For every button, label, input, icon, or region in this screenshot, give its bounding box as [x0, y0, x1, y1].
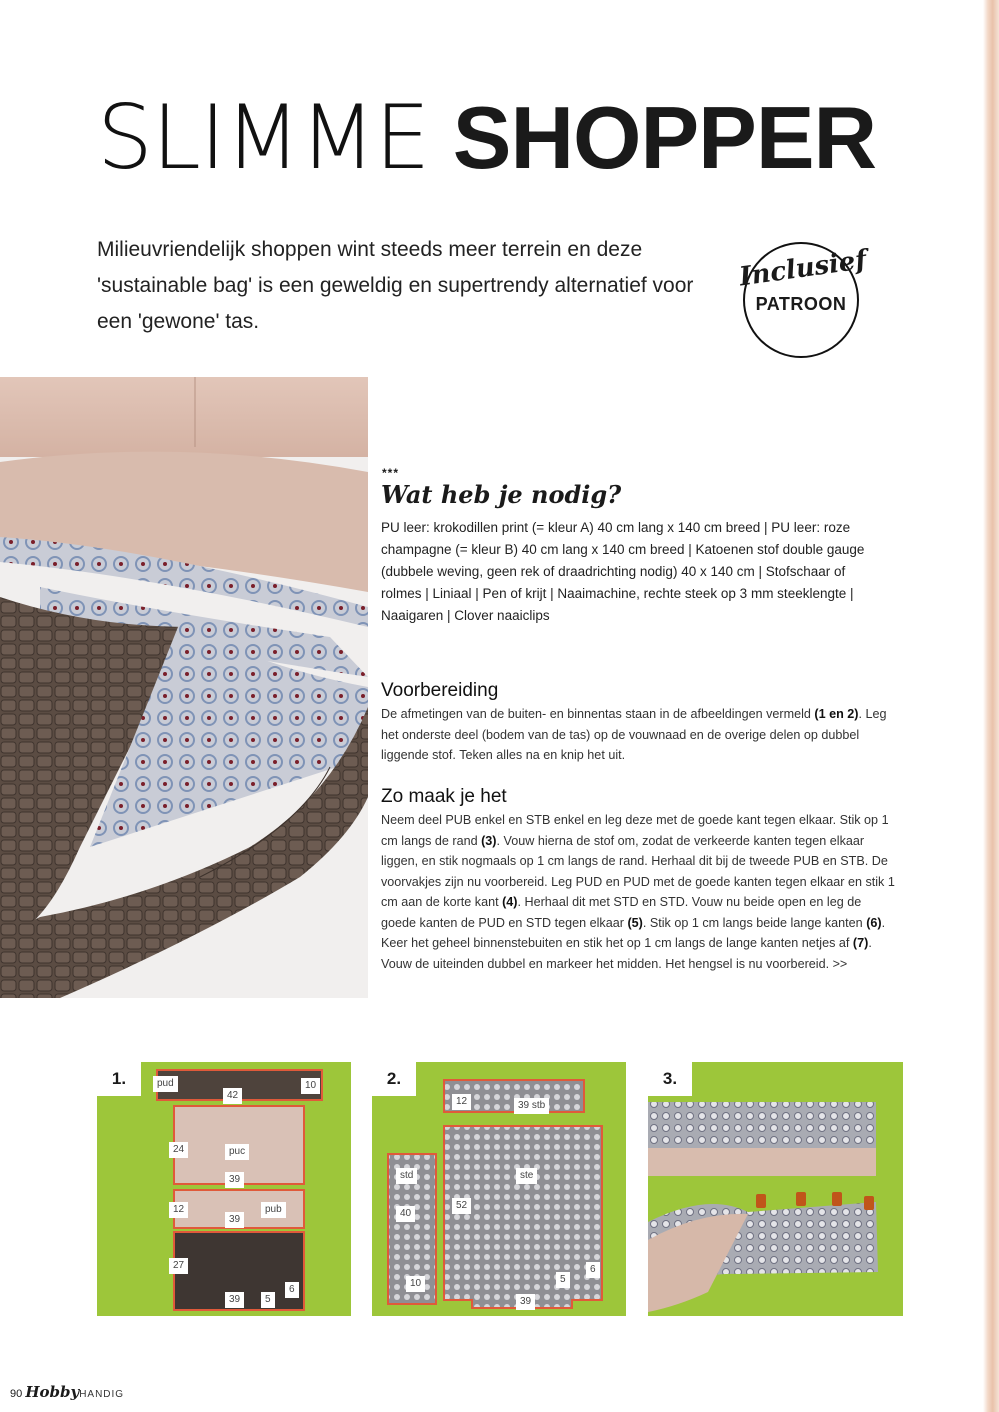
fig1-label: 42: [223, 1088, 242, 1104]
fig1-label: 5: [261, 1292, 275, 1308]
fig1-label: 12: [169, 1202, 188, 1218]
figure-1: [97, 1062, 351, 1316]
needed-text: PU leer: krokodillen print (= kleur A) 40 cm lang x 140 cm breed | PU leer: roze champagne (= kleur B) 40 cm lang x 140 cm breed | Katoenen stof double gauge (dubbele weving, geen rek of draadrichting nodig) 40 x 140 cm | Stofschaar of rolmes | Liniaal | Pen of krijt | Naaimachine, rechte steek op 3 mm steeklengte | Naaigaren | Clover naaiclips: [381, 520, 865, 623]
fig1-label: 39: [225, 1292, 244, 1308]
prep-heading: Voorbereiding: [381, 680, 499, 701]
ref-3: (3): [481, 833, 497, 848]
fig2-label: 52: [452, 1198, 471, 1214]
ref-7: (7): [852, 936, 869, 950]
fig2-label: 39: [516, 1294, 535, 1310]
badge-label: PATROON: [755, 294, 847, 314]
fig1-label: 39: [225, 1212, 244, 1228]
fig2-label: 39 stb: [514, 1098, 549, 1114]
intro-text: Milieuvriendelijk shoppen wint steeds meer terrein en deze 'sustainable bag' is een geweldig en supertrendy alternatief voor een 'gewone' tas.: [97, 238, 694, 333]
fig1-label: 10: [301, 1078, 320, 1094]
badge-script: Inclusief: [737, 244, 869, 293]
figure-3-art: [648, 1062, 903, 1316]
make-s6: . Vouw de uiteinden dubbel en markeer het midden. Het hengsel is nu voorbereid. >>: [381, 936, 872, 971]
fig1-label: 27: [169, 1258, 188, 1274]
page-edge: [983, 0, 999, 1412]
page-title: [97, 88, 876, 188]
make-s1: Neem deel PUB enkel en STB enkel en leg deze met de goede kant tegen elkaar. Stik op 1 cm langs de rand: [381, 813, 889, 848]
make-s5: . Keer het geheel binnenstebuiten en stik het op 1 cm langs de lange kanten netjes af: [381, 915, 886, 950]
make-text: [381, 810, 899, 974]
figure-2: [372, 1062, 626, 1316]
make-s4: . Stik op 1 cm langs beide lange kanten: [642, 915, 867, 930]
fig2-label: 10: [406, 1276, 425, 1292]
needed-heading: Wat heb je nodig?: [381, 480, 622, 509]
ref-6: (6): [866, 915, 882, 930]
fig1-label: 39: [225, 1172, 244, 1188]
figure-2-number: 2.: [372, 1062, 416, 1096]
page-footer: [10, 1383, 124, 1401]
difficulty-stars: ***: [382, 466, 400, 480]
prep-ref: (1 en 2): [814, 707, 859, 721]
fig2-label: 40: [396, 1206, 415, 1222]
ref-5: (5): [627, 915, 643, 930]
fig2-label: std: [396, 1168, 417, 1184]
fig1-label: pud: [153, 1076, 178, 1092]
brand-logo: Hobby: [25, 1383, 80, 1401]
fig1-label: pub: [261, 1202, 286, 1218]
make-s3: . Herhaal dit met STD en STD. Vouw nu beide open en leg de goede kanten de PUD en STD tegen elkaar: [381, 895, 862, 930]
fig2-label: 6: [586, 1262, 600, 1278]
bag-illustration: [0, 377, 368, 998]
title-bold: SHOPPER: [452, 88, 877, 187]
title-light: SLIMME: [97, 86, 430, 189]
pattern-badge: [737, 242, 869, 358]
fig2-label: ste: [516, 1168, 537, 1184]
fig2-label: 5: [556, 1272, 570, 1288]
prep-text: [381, 704, 899, 766]
bag-photo: [0, 377, 368, 998]
figure-3: [648, 1062, 903, 1316]
make-heading: Zo maak je het: [381, 786, 507, 807]
figure-3-number: 3.: [648, 1062, 692, 1096]
fig1-label: 24: [169, 1142, 188, 1158]
prep-text-2: . Leg het onderste deel (bodem van de tas) op de vouwnaad en de overige delen op dubbel liggende stof. Teken alles na en knip het uit.: [381, 707, 887, 762]
brand-sub: HANDIG: [79, 1389, 125, 1400]
page-number: 90: [10, 1388, 23, 1400]
make-s2: . Vouw hierna de stof om, zodat de verkeerde kanten tegen elkaar liggen, en stik nogmaals op 1 cm langs de rand. Herhaal dit bij de tweede PUB en STB. De voorvakjes zijn nu voorbereid. Leg PUD en PUD met de goede kanten tegen elkaar en stik 1 cm aan de korte kant: [381, 833, 895, 909]
fig1-label: 6: [285, 1282, 299, 1298]
prep-text-1: De afmetingen van de buiten- en binnentas staan in de afbeeldingen vermeld: [381, 707, 815, 721]
ref-4: (4): [502, 895, 518, 909]
fig2-label: 12: [452, 1094, 471, 1110]
fig1-label: puc: [225, 1144, 249, 1160]
figure-1-number: 1.: [97, 1062, 141, 1096]
